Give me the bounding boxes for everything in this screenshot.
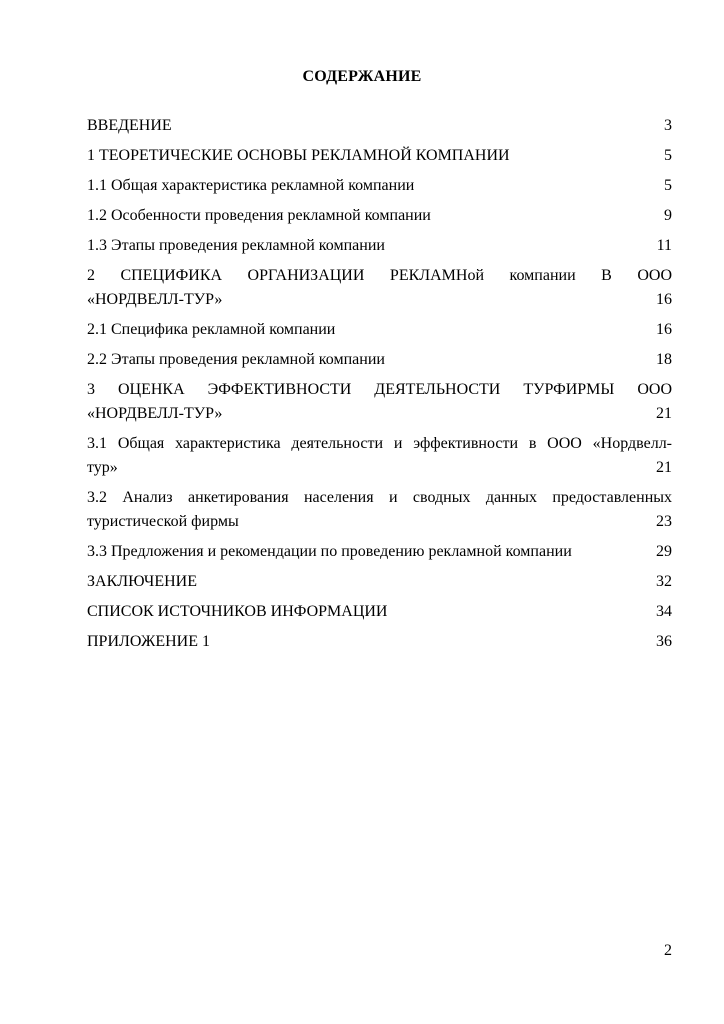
toc-entry-text: 1 ТЕОРЕТИЧЕСКИЕ ОСНОВЫ РЕКЛАМНОЙ КОМПАНИИ [87, 147, 510, 164]
toc-entry-text-line2: тур» [87, 459, 118, 476]
toc-title: СОДЕРЖАНИЕ [302, 68, 422, 85]
toc-entry-references [87, 600, 672, 624]
toc-entry-3-2 [87, 486, 672, 534]
toc-entry-text: 2.2 Этапы проведения рекламной компании [87, 351, 385, 368]
toc-entry-page: 3 [664, 117, 672, 134]
toc-entry-text: СПИСОК ИСТОЧНИКОВ ИНФОРМАЦИИ [87, 603, 388, 620]
toc-entry-page: 18 [656, 351, 672, 368]
toc-entry-conclusion [87, 570, 672, 594]
toc-entry-page: 9 [664, 207, 672, 224]
toc-entry-page: 32 [656, 573, 672, 590]
toc-entry-chapter-2 [87, 264, 672, 312]
toc-entry-introduction [87, 114, 672, 138]
toc-entry-text: 3.3 Предложения и рекомендации по проведению рекламной компании [87, 543, 572, 560]
toc-entry-2-1 [87, 318, 672, 342]
toc-entry-1-1 [87, 174, 672, 198]
toc-entry-text-line2: туристической фирмы [87, 513, 239, 530]
toc-entry-appendix-1 [87, 630, 672, 654]
toc-entry-text-line1: 3.2 Анализ анкетирования населения и сводных данных предоставленных [87, 489, 672, 506]
toc-entry-text: 2.1 Специфика рекламной компании [87, 321, 336, 338]
toc-entry-chapter-3 [87, 378, 672, 426]
toc-entry-text: 1.3 Этапы проведения рекламной компании [87, 237, 385, 254]
toc-entry-page: 29 [656, 543, 672, 560]
toc-entry-1-3 [87, 234, 672, 258]
toc-entry-3-3 [87, 540, 672, 564]
toc-entry-text-line1: 3 ОЦЕНКА ЭФФЕКТИВНОСТИ ДЕЯТЕЛЬНОСТИ ТУРФИРМЫ ООО [87, 381, 672, 398]
toc-entry-page: 11 [656, 237, 672, 254]
toc-entry-page: 21 [656, 459, 672, 476]
toc-entry-text: ЗАКЛЮЧЕНИЕ [87, 573, 197, 590]
toc-entry-text: 1.2 Особенности проведения рекламной компании [87, 207, 431, 224]
toc-entry-page: 16 [656, 321, 672, 338]
toc-entry-page: 16 [656, 291, 672, 308]
toc-entry-text: 1.1 Общая характеристика рекламной компании [87, 177, 415, 194]
toc-entry-text: ПРИЛОЖЕНИЕ 1 [87, 633, 211, 650]
toc-entry-text-line1: 2 СПЕЦИФИКА ОРГАНИЗАЦИИ РЕКЛАМНой компании В ООО [87, 267, 672, 284]
toc-entry-3-1 [87, 432, 672, 480]
toc-entry-1-2 [87, 204, 672, 228]
page-number: 2 [664, 942, 672, 959]
toc-entry-page: 21 [656, 405, 672, 422]
toc-entry-text-line2: «НОРДВЕЛЛ-ТУР» [87, 291, 223, 308]
toc-entry-chapter-1 [87, 144, 672, 168]
toc-entry-text-line2: «НОРДВЕЛЛ-ТУР» [87, 405, 223, 422]
toc-entry-page: 34 [656, 603, 672, 620]
toc-entry-page: 5 [664, 147, 672, 164]
toc-entry-page: 5 [664, 177, 672, 194]
toc-entry-2-2 [87, 348, 672, 372]
toc-entry-page: 23 [656, 513, 672, 530]
toc-entry-text: ВВЕДЕНИЕ [87, 117, 172, 134]
toc-list [87, 114, 672, 660]
toc-entry-text-line1: 3.1 Общая характеристика деятельности и эффективности в ООО «Нордвелл- [87, 435, 672, 452]
toc-entry-page: 36 [656, 633, 672, 650]
